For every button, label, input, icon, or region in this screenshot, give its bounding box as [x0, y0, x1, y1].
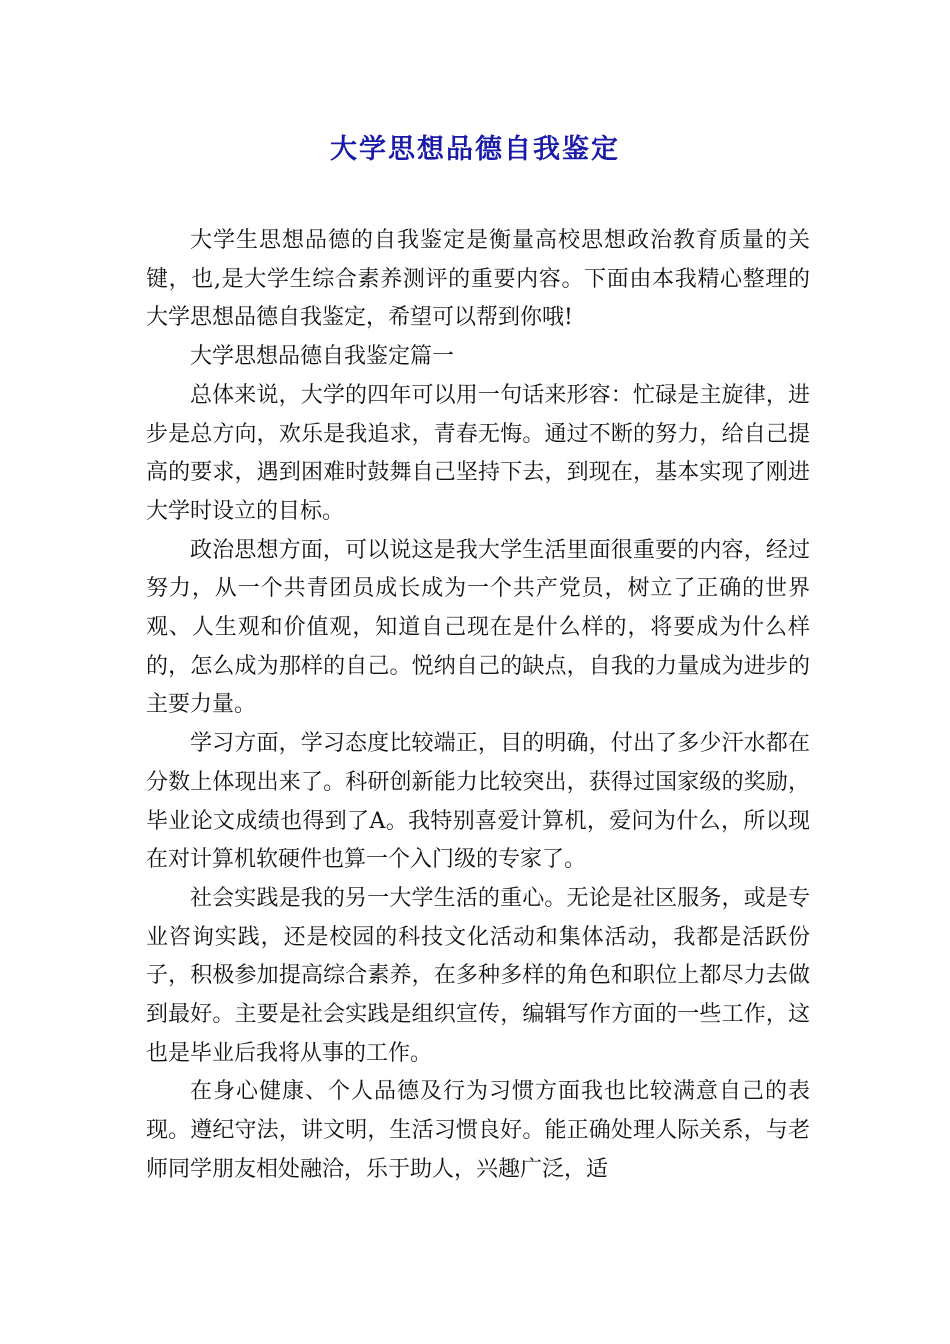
paragraph-overview: 总体来说，大学的四年可以用一句话来形容：忙碌是主旋律，进步是总方向，欢乐是我追求，青春无悔。通过不断的努力，给自己提高的要求，遇到困难时鼓舞自己坚持下去，到现在，基本实现了刚进大学时设立的目标。 [146, 382, 810, 524]
paragraph-intro: 大学生思想品德的自我鉴定是衡量高校思想政治教育质量的关键，也,是大学生综合素养测评的重要内容。下面由本我精心整理的大学思想品德自我鉴定，希望可以帮到你哦! [146, 228, 810, 331]
paragraph-study: 学习方面，学习态度比较端正，目的明确，付出了多少汗水都在分数上体现出来了。科研创新能力比较突出，获得过国家级的奖励，毕业论文成绩也得到了A。我特别喜爱计算机，爱问为什么，所以现在对计算机软硬件也算一个入门级的专家了。 [146, 731, 810, 873]
section-heading: 大学思想品德自我鉴定篇一 [190, 344, 455, 370]
paragraph-health-character: 在身心健康、个人品德及行为习惯方面我也比较满意自己的表现。遵纪守法，讲文明，生活习惯良好。能正确处理人际关系，与老师同学朋友相处融洽，乐于助人，兴趣广泛，适 [146, 1079, 810, 1182]
document-body [146, 222, 810, 1190]
paragraph-social-practice: 社会实践是我的另一大学生活的重心。无论是社区服务，或是专业咨询实践，还是校园的科技文化活动和集体活动，我都是活跃份子，积极参加提高综合素养，在多种多样的角色和职位上都尽力去做到最好。主要是社会实践是组织宣传，编辑写作方面的一些工作，这也是毕业后我将从事的工作。 [146, 885, 810, 1066]
paragraph-political: 政治思想方面，可以说这是我大学生活里面很重要的内容，经过努力，从一个共青团员成长成为一个共产党员，树立了正确的世界观、人生观和价值观，知道自己现在是什么样的，将要成为什么样的，怎么成为那样的自己。悦纳自己的缺点，自我的力量成为进步的主要力量。 [146, 537, 810, 718]
document-title: 大学思想品德自我鉴定 [330, 134, 620, 165]
